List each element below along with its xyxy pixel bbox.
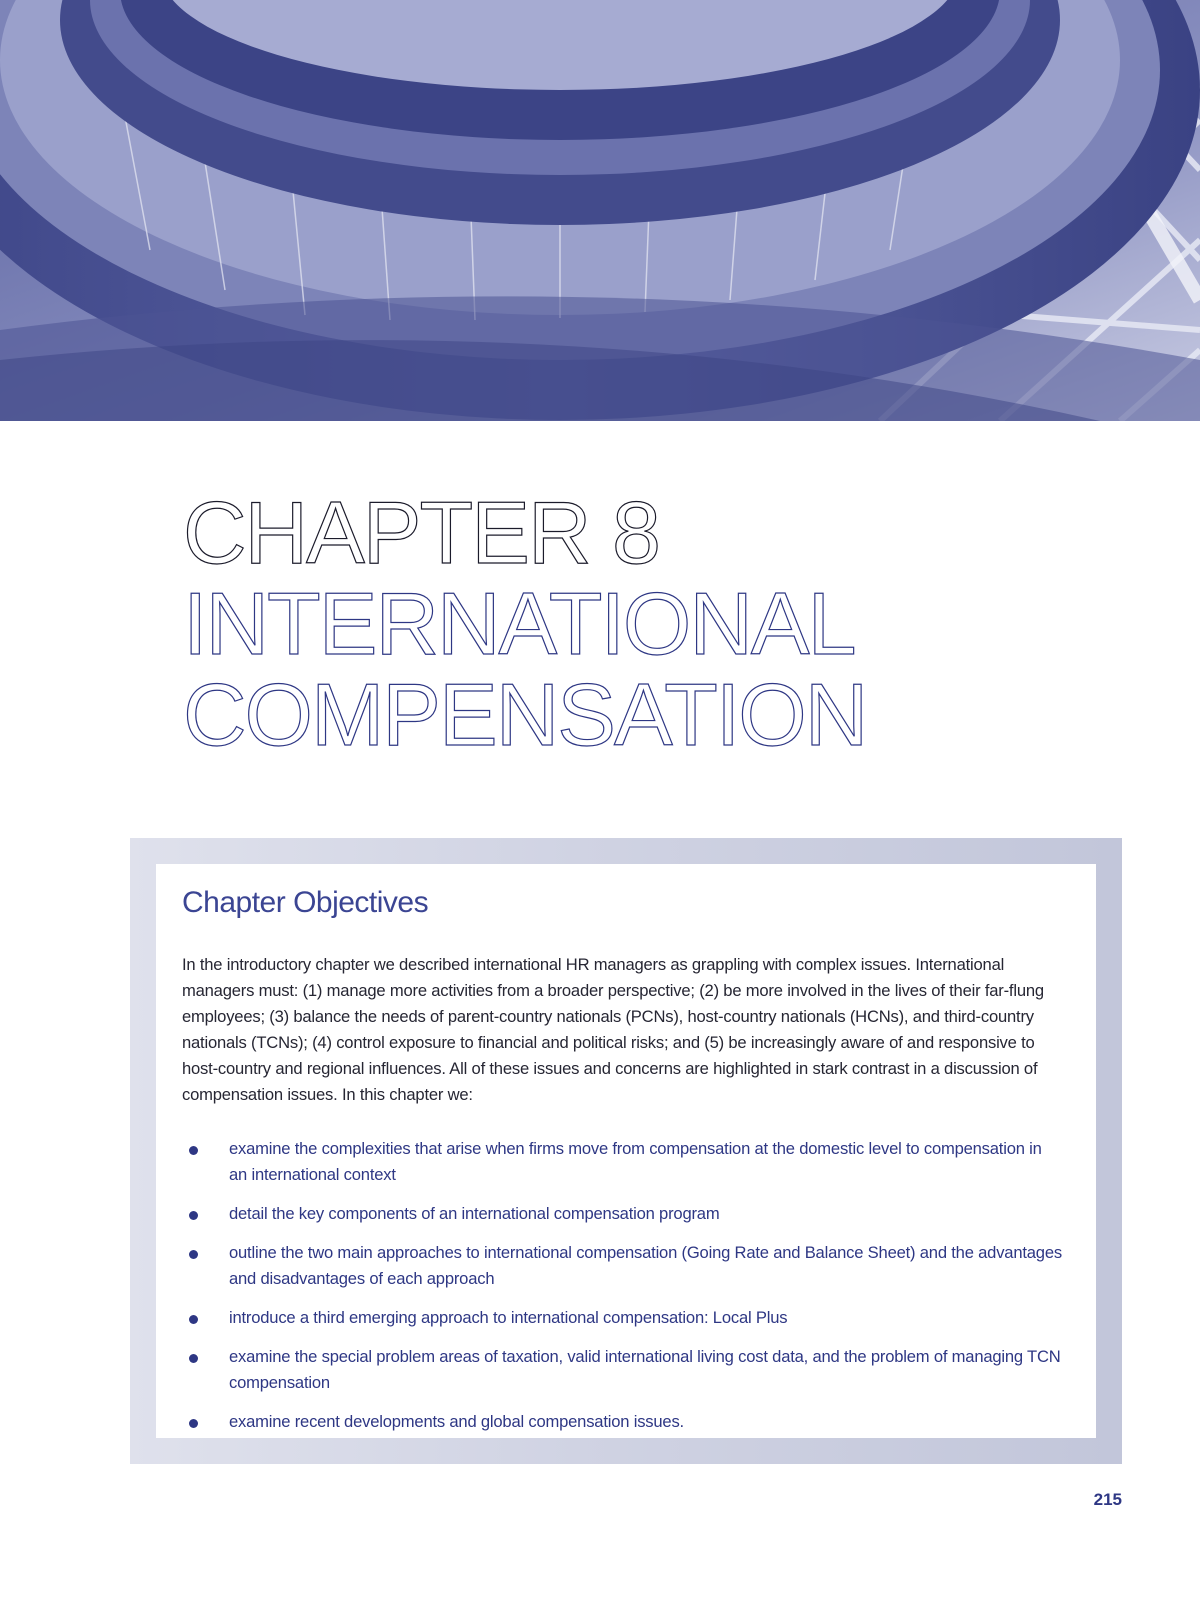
- list-item: [182, 1409, 1062, 1435]
- bullet-icon: [189, 1250, 198, 1259]
- objectives-list: [182, 1136, 1062, 1448]
- chapter-objectives-box: [156, 864, 1096, 1438]
- bullet-icon: [189, 1315, 198, 1324]
- chapter-title-line-1: INTERNATIONAL: [183, 574, 855, 673]
- objectives-heading: Chapter Objectives: [182, 886, 429, 919]
- objective-text: detail the key components of an international compensation program: [229, 1204, 720, 1223]
- bullet-icon: [189, 1419, 198, 1428]
- objectives-intro-paragraph: In the introductory chapter we described international HR managers as grappling with complex issues. International managers must: (1) manage more activities from a broader perspective; (2) be more involved in the lives of their far-flung employees; (3) balance the needs of parent-country nationals (PCNs), host-country nationals (HCNs), and third-country nationals (TCNs); (4) control exposure to financial and political risks; and (5) be increasingly aware of and responsive to host-country and regional influences. All of these issues and concerns are highlighted in stark contrast in a discussion of compensation issues. In this chapter we:: [182, 955, 1044, 1104]
- chapter-objectives-frame: [130, 838, 1122, 1464]
- bullet-icon: [189, 1211, 198, 1220]
- list-item: [182, 1344, 1062, 1396]
- chapter-title-line-2: COMPENSATION: [183, 665, 867, 764]
- objective-text: outline the two main approaches to international compensation (Going Rate and Balance Sheet) and the advantages and disadvantages of each approach: [229, 1243, 1062, 1288]
- objective-text: examine the complexities that arise when firms move from compensation at the domestic level to compensation in an international context: [229, 1139, 1042, 1184]
- bullet-icon: [189, 1146, 198, 1155]
- chapter-banner-photo: [0, 0, 1200, 421]
- chapter-title: [183, 483, 867, 764]
- spiral-staircase-atrium-photo: [0, 0, 1200, 421]
- chapter-number: CHAPTER 8: [183, 483, 659, 582]
- objective-text: examine the special problem areas of taxation, valid international living cost data, and the problem of managing TCN compensation: [229, 1347, 1061, 1392]
- page-number: 215: [1093, 1490, 1122, 1509]
- list-item: [182, 1136, 1062, 1188]
- list-item: [182, 1201, 1062, 1227]
- objective-text: introduce a third emerging approach to international compensation: Local Plus: [229, 1308, 788, 1327]
- list-item: [182, 1305, 1062, 1331]
- bullet-icon: [189, 1354, 198, 1363]
- objective-text: examine recent developments and global compensation issues.: [229, 1412, 684, 1431]
- list-item: [182, 1240, 1062, 1292]
